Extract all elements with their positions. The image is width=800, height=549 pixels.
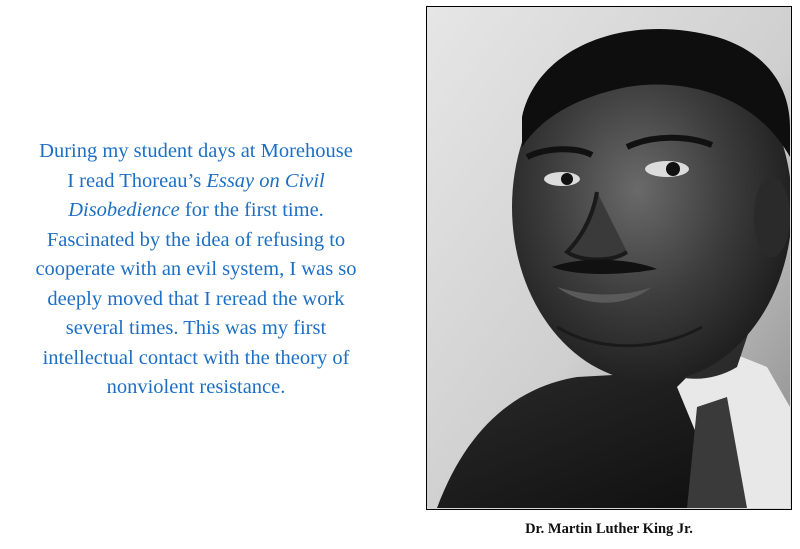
quote-segment: for the first time.	[179, 199, 324, 221]
photo-caption: Dr. Martin Luther King Jr.	[525, 521, 693, 537]
quote-segment: I read Thoreau’s	[67, 169, 207, 192]
quote-line: Fascinated by the idea of refusing to	[46, 228, 346, 251]
quote-line: During my student days at Morehouse	[39, 140, 353, 162]
portrait-photo	[426, 6, 792, 510]
quote-line: several times. This was my first	[65, 317, 327, 339]
book-title-part: Essay on Civil	[206, 169, 325, 192]
quote-line: nonviolent resistance.	[106, 376, 286, 398]
quote-line: cooperate with an evil system, I was so	[35, 258, 357, 280]
quote-text	[0, 137, 392, 403]
quote-line: intellectual contact with the theory of	[42, 346, 350, 369]
quote-line	[0, 196, 392, 226]
quote-line	[0, 167, 392, 197]
book-title-part: Disobedience	[68, 199, 180, 221]
portrait-illustration	[427, 7, 790, 508]
quote-line: deeply moved that I reread the work	[47, 287, 345, 310]
